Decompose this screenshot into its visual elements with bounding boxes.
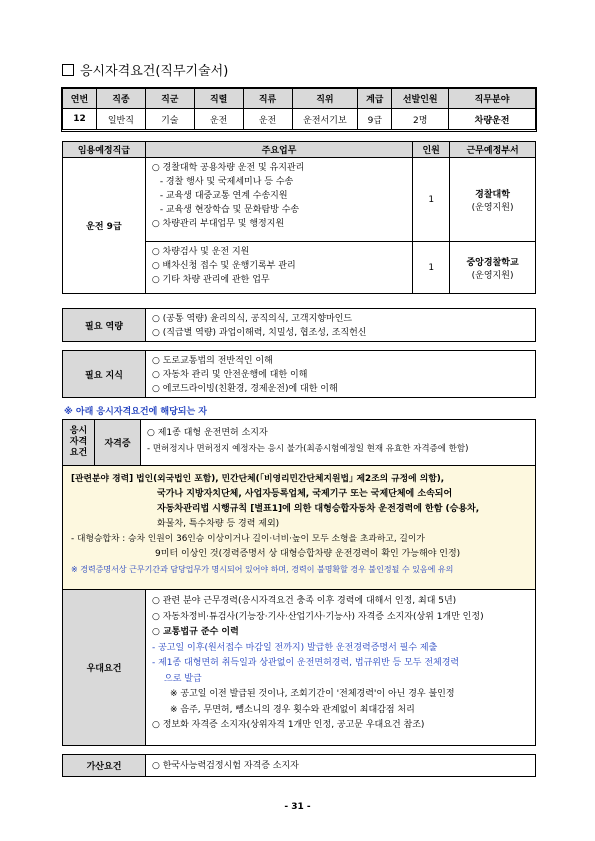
knowledge-row <box>62 350 536 398</box>
count-cell: 1 <box>413 158 450 242</box>
preference-line: - 제1종 대형면허 취득일과 상관없이 운전면허경력, 법규위반 등 모두 전체경력 <box>152 658 460 668</box>
competency-line: ○ (공통 역량) 윤리의식, 공직의식, 고객지향마인드 <box>152 314 353 324</box>
dept-cell <box>450 242 536 294</box>
duty-line: ○ 차량검사 및 운전 지원 <box>151 247 250 257</box>
duty-line: - 교육생 대중교통 연계 수송지원 <box>159 191 288 201</box>
table-cell: 기술 <box>145 109 194 130</box>
duty-line: ○ 기타 차량 관리에 관한 업무 <box>151 275 270 285</box>
preference-line: ○ 자동차정비·튜검사(기능장·기사·산업기사·기능사) 자격증 소지자(상위 1개만 인정) <box>152 611 484 622</box>
checkbox-icon <box>62 64 74 76</box>
duties-table <box>62 141 536 294</box>
table-cell: 9급 <box>358 109 392 130</box>
career-line: 국가나 지방자치단체, 사업자등록업체, 국제기구 또는 국제단체에 소속되어 <box>157 489 453 499</box>
header-cell: 임용예정직급 <box>63 142 146 158</box>
career-note: ※ 경력증명서상 근무기간과 담당업무가 명시되어 있어야 하며, 경력이 불명확할 경우 불인정될 수 있음에 유의 <box>71 565 454 574</box>
dept-cell <box>450 158 536 242</box>
dept-sub: (운영지원) <box>471 270 514 281</box>
header-cell: 선발인원 <box>392 89 449 109</box>
qualification-line: ○ 제1종 대형 운전면허 소지자 <box>147 428 268 438</box>
table-cell: 운전서기보 <box>292 109 358 130</box>
license-label: 자격증 <box>95 420 141 465</box>
preference-line: ※ 음주, 무면허, 뺑소니의 경우 횟수와 관계없이 최대감점 처리 <box>170 704 415 715</box>
knowledge-line: ○ 도로교통법의 전반적인 이해 <box>152 356 273 366</box>
table-cell: 12 <box>63 109 97 130</box>
career-line: - 대형승합차 : 승차 인원이 36인승 이상이거나 길이·너비·높이 모두 소형을 초과하고, 길이가 <box>71 534 425 544</box>
competency-line: ○ (직급별 역량) 과업이해력, 치밀성, 협조성, 조직헌신 <box>152 328 367 338</box>
bonus-row <box>62 754 536 777</box>
table-cell: 운전 <box>194 109 243 130</box>
competency-label: 필요 역량 <box>63 309 146 341</box>
header-cell: 직류 <box>243 89 292 109</box>
header-cell: 직군 <box>145 89 194 109</box>
preference-content <box>146 590 490 745</box>
career-line: 자동차관리법 시행규칙 [별표1]에 의한 대형승합자동차 운전경력에 한함 (승용차, <box>157 504 480 514</box>
header-cell: 직종 <box>96 89 145 109</box>
preference-line: - 공고일 이후(원서접수 마감일 전까지) 발급한 운전경력증명서 필수 제출 <box>152 642 438 653</box>
table-header-row <box>63 142 536 158</box>
heading-text: 응시자격요건(직무기술서) <box>80 64 229 79</box>
duties-cell <box>145 242 412 294</box>
knowledge-content <box>146 351 344 397</box>
duty-line: - 교육생 현장학습 및 문화탐방 수송 <box>159 205 300 215</box>
preference-label: 우대요건 <box>63 590 146 745</box>
bonus-content: ○ 한국사능력검정시험 자격증 소지자 <box>152 761 299 771</box>
header-cell: 직렬 <box>194 89 243 109</box>
preference-line: ○ 정보화 자격증 소지자(상위자격 1개만 인정, 공고문 우대요건 참조) <box>152 720 425 730</box>
table-header-row <box>63 89 536 109</box>
dept-name: 중앙경찰학교 <box>466 257 519 268</box>
header-cell: 직무분야 <box>449 89 536 109</box>
table-cell: 2명 <box>392 109 449 130</box>
qualification-line: - 면허정지나 면허정지 예정자는 응시 불가(최종시험예정일 현재 유효한 자격증에 한함) <box>147 444 469 454</box>
career-line: [관련분야 경력] 법인(외국법인 포함), 민간단체(｢비영리민간단체지원법｣ 제2조의 규정에 의함), <box>71 474 445 484</box>
qualification-row <box>62 419 536 466</box>
bonus-label: 가산요건 <box>63 755 146 776</box>
header-cell: 연번 <box>63 89 97 109</box>
count-cell: 1 <box>413 242 450 294</box>
duty-line: - 경찰 행사 및 국제세미나 등 수송 <box>159 177 294 187</box>
table-row <box>63 109 536 130</box>
knowledge-line: ○ 에코드라이빙(친환경, 경제운전)에 대한 이해 <box>152 384 338 394</box>
table-cell: 운전 <box>243 109 292 130</box>
duties-cell <box>145 158 412 242</box>
career-section <box>62 466 536 590</box>
section-heading <box>62 60 228 79</box>
duty-line: ○ 배차신청 접수 및 운행기록부 관리 <box>151 261 296 271</box>
table-row <box>63 158 536 242</box>
dept-sub: (운영지원) <box>471 202 514 213</box>
competency-row <box>62 308 536 342</box>
knowledge-label: 필요 지식 <box>63 351 146 397</box>
duty-line: ○ 경찰대학 공용차량 운전 및 유지관리 <box>151 163 305 173</box>
position-table <box>62 88 536 130</box>
knowledge-line: ○ 자동차 관리 및 안전운행에 대한 이해 <box>152 370 308 380</box>
header-cell: 근무예정부서 <box>450 142 536 158</box>
duty-line: ○ 차량관리 부대업무 및 행정지원 <box>151 219 285 229</box>
table-cell: 일반직 <box>96 109 145 130</box>
career-line: 화물차, 특수차량 등 경력 제외) <box>157 519 280 529</box>
preference-line: ○ 교통법규 준수 이력 <box>152 627 239 637</box>
notice-text: ※ 아래 응시자격요건에 해당되는 자 <box>64 407 207 417</box>
header-cell: 직위 <box>292 89 358 109</box>
header-cell: 인원 <box>413 142 450 158</box>
preference-row <box>62 590 536 746</box>
dept-name: 경찰대학 <box>475 189 510 200</box>
preference-line: ○ 관련 분야 근무경력(응시자격요건 충족 이후 경력에 대해서 인정, 최대 5년) <box>152 596 457 606</box>
preference-line: 으로 발급 <box>164 673 202 684</box>
header-cell: 계급 <box>358 89 392 109</box>
page-number: - 31 - <box>284 802 311 812</box>
rank-cell: 운전 9급 <box>63 158 146 294</box>
qualification-content <box>141 420 474 465</box>
table-cell: 차량운전 <box>449 109 536 130</box>
career-line: 9미터 이상인 것(경력증명서 상 대형승합차량 운전경력이 확인 가능해야 인정) <box>155 549 461 559</box>
competency-content <box>146 309 373 341</box>
preference-line: ※ 공고일 이전 발급된 것이나, 조회기간이 '전체경력'이 아닌 경우 불인정 <box>170 689 455 699</box>
header-cell: 주요업무 <box>145 142 412 158</box>
qualification-label: 응시자격요건 <box>63 420 95 465</box>
